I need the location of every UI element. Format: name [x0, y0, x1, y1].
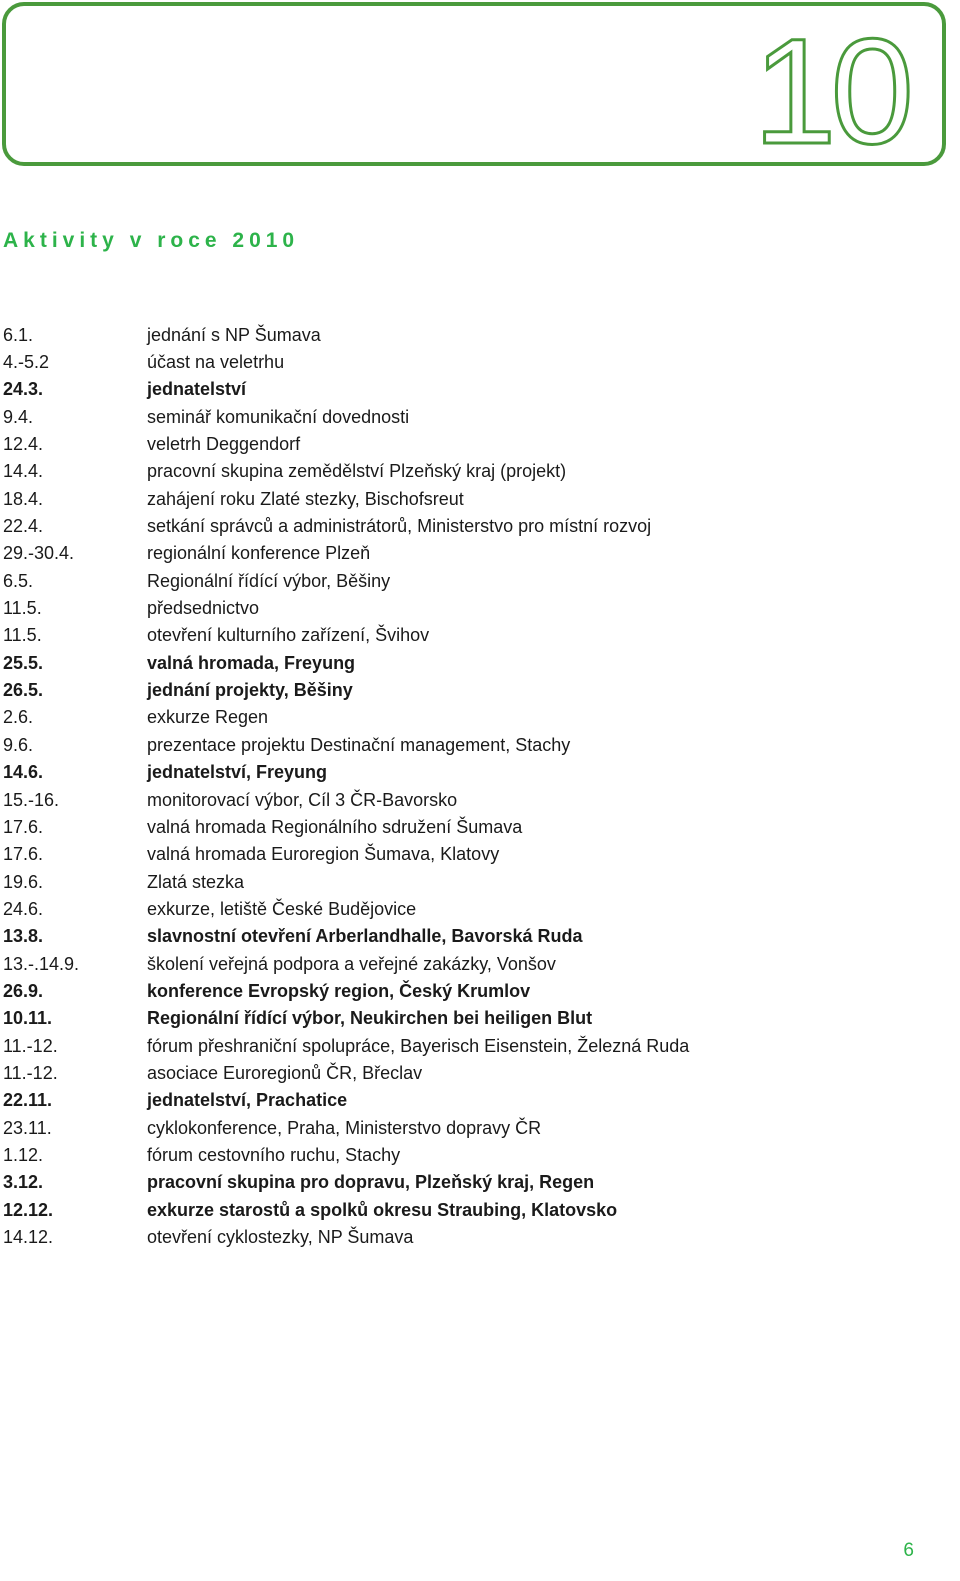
activity-description: cyklokonference, Praha, Ministerstvo dopravy ČR	[147, 1117, 542, 1138]
activity-date: 22.11.	[3, 1090, 53, 1111]
activity-row	[3, 895, 933, 922]
activity-row	[3, 977, 933, 1004]
activity-description: zahájení roku Zlaté stezky, Bischofsreut	[147, 488, 464, 509]
activity-date: 29.-30.4.	[3, 543, 75, 564]
activity-description: účast na veletrhu	[147, 352, 285, 373]
activity-description: otevření cyklostezky, NP Šumava	[147, 1227, 414, 1248]
activity-row	[3, 950, 933, 977]
activity-description: jednání projekty, Běšiny	[147, 680, 353, 701]
activity-date: 6.1.	[3, 324, 34, 345]
activity-description: Regionální řídící výbor, Běšiny	[147, 570, 391, 591]
activity-description: pracovní skupina pro dopravu, Plzeňský kraj, Regen	[147, 1172, 595, 1193]
activity-row	[3, 458, 933, 485]
activity-description: valná hromada, Freyung	[147, 652, 356, 673]
page-number: 6	[903, 1540, 914, 1561]
activity-row	[3, 594, 933, 621]
activity-date: 2.6.	[3, 707, 34, 728]
activity-description: jednání s NP Šumava	[147, 324, 321, 345]
year-number-logo: 10	[753, 7, 908, 175]
activity-row	[3, 1032, 933, 1059]
activity-row	[3, 512, 933, 539]
activity-date: 11.5.	[3, 598, 42, 619]
activity-date: 13.-.14.9.	[3, 953, 80, 974]
activity-description: jednatelství	[147, 379, 247, 400]
activity-description: pracovní skupina zemědělství Plzeňský kraj (projekt)	[147, 461, 567, 482]
activity-list	[3, 321, 933, 1251]
activity-date: 19.6.	[3, 871, 44, 892]
activity-description: prezentace projektu Destinační management, Stachy	[147, 734, 571, 755]
activity-row	[3, 923, 933, 950]
activity-description: Zlatá stezka	[147, 871, 245, 892]
activity-description: otevření kulturního zařízení, Švihov	[147, 625, 430, 646]
activity-row	[3, 1005, 933, 1032]
activity-row	[3, 430, 933, 457]
activity-date: 1.12.	[3, 1144, 44, 1165]
activity-row	[3, 704, 933, 731]
activity-row	[3, 813, 933, 840]
page-title: Aktivity v roce 2010	[3, 229, 300, 252]
activity-row	[3, 841, 933, 868]
activity-date: 9.6.	[3, 734, 34, 755]
activity-description: školení veřejná podpora a veřejné zakázky, Vonšov	[147, 953, 556, 974]
activity-row	[3, 676, 933, 703]
activity-description: exkurze Regen	[147, 707, 269, 728]
activity-description: jednatelství, Prachatice	[147, 1090, 348, 1111]
activity-row	[3, 786, 933, 813]
activity-date: 11.-12.	[3, 1062, 58, 1083]
activity-description: fórum přeshraniční spolupráce, Bayerisch Eisenstein, Železná Ruda	[147, 1035, 690, 1056]
activity-description: valná hromada Euroregion Šumava, Klatovy	[147, 844, 500, 865]
activity-date: 3.12.	[3, 1172, 44, 1193]
activity-description: seminář komunikační dovednosti	[147, 406, 410, 427]
activity-date: 6.5.	[3, 570, 34, 591]
activity-row	[3, 321, 933, 348]
activity-date: 11.-12.	[3, 1035, 58, 1056]
activity-date: 26.9.	[3, 980, 44, 1001]
activity-description: exkurze, letiště České Budějovice	[147, 898, 417, 919]
activity-date: 26.5.	[3, 680, 44, 701]
activity-row	[3, 1196, 933, 1223]
activity-date: 23.11.	[3, 1117, 52, 1138]
activity-row	[3, 622, 933, 649]
activity-row	[3, 540, 933, 567]
activity-description: valná hromada Regionálního sdružení Šumava	[147, 816, 523, 837]
activity-description: slavnostní otevření Arberlandhalle, Bavorská Ruda	[147, 926, 583, 947]
activity-description: veletrh Deggendorf	[147, 434, 301, 455]
activity-description: konference Evropský region, Český Krumlov	[147, 980, 531, 1001]
activity-row	[3, 1141, 933, 1168]
activity-date: 14.4.	[3, 461, 44, 482]
activity-row	[3, 1059, 933, 1086]
activity-row	[3, 1114, 933, 1141]
activity-date: 17.6.	[3, 816, 44, 837]
activity-date: 10.11.	[3, 1008, 53, 1029]
activity-row	[3, 567, 933, 594]
activity-description: setkání správců a administrátorů, Ministerstvo pro místní rozvoj	[147, 516, 652, 537]
activity-date: 25.5.	[3, 652, 44, 673]
activity-description: Regionální řídící výbor, Neukirchen bei heiligen Blut	[147, 1008, 593, 1029]
activity-row	[3, 649, 933, 676]
activity-date: 9.4.	[3, 406, 34, 427]
activity-description: předsednictvo	[147, 598, 260, 619]
activity-row	[3, 731, 933, 758]
activity-date: 24.6.	[3, 898, 44, 919]
activity-description: regionální konference Plzeň	[147, 543, 371, 564]
activity-description: asociace Euroregionů ČR, Břeclav	[147, 1062, 423, 1083]
activity-description: fórum cestovního ruchu, Stachy	[147, 1144, 401, 1165]
activity-row	[3, 1169, 933, 1196]
activity-row	[3, 376, 933, 403]
activity-date: 17.6.	[3, 844, 44, 865]
activity-date: 13.8.	[3, 926, 44, 947]
activity-date: 14.12.	[3, 1227, 54, 1248]
activity-row	[3, 1087, 933, 1114]
activity-date: 4.-5.2	[3, 352, 50, 373]
activity-row	[3, 759, 933, 786]
activity-row	[3, 348, 933, 375]
activity-date: 18.4.	[3, 488, 44, 509]
activity-row	[3, 868, 933, 895]
activity-description: jednatelství, Freyung	[147, 762, 328, 783]
activity-description: exkurze starostů a spolků okresu Straubing, Klatovsko	[147, 1199, 618, 1220]
activity-date: 14.6.	[3, 762, 44, 783]
activity-date: 24.3.	[3, 379, 44, 400]
activity-date: 12.4.	[3, 434, 44, 455]
header-frame	[2, 2, 946, 175]
activity-description: monitorovací výbor, Cíl 3 ČR-Bavorsko	[147, 789, 458, 810]
activity-date: 11.5.	[3, 625, 42, 646]
activity-row	[3, 485, 933, 512]
activity-date: 12.12.	[3, 1199, 54, 1220]
activity-row	[3, 403, 933, 430]
activity-date: 22.4.	[3, 516, 44, 537]
activity-row	[3, 1223, 933, 1250]
activity-date: 15.-16.	[3, 789, 60, 810]
